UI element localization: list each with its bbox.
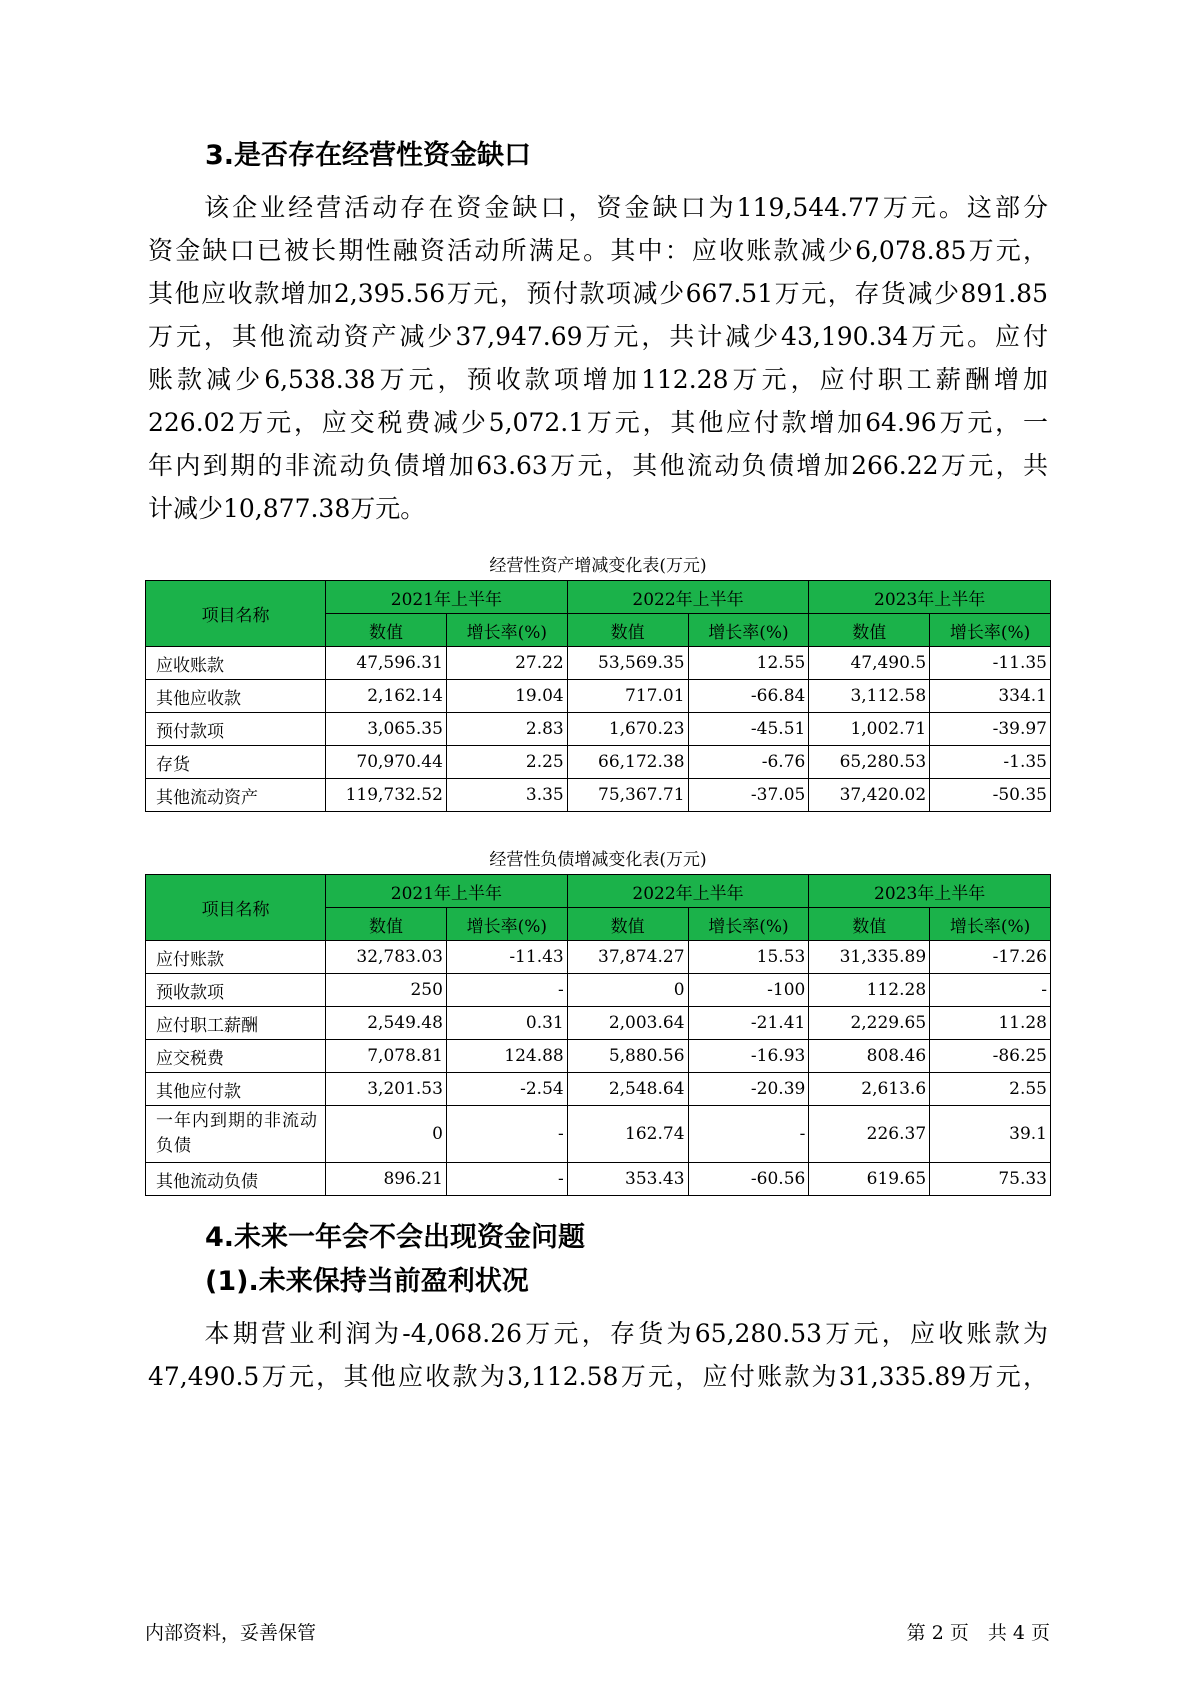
period-header: 2022年上半年 xyxy=(567,581,809,614)
growth-rate-cell: - xyxy=(446,974,567,1007)
growth-rate-cell: -11.43 xyxy=(446,941,567,974)
row-item-name: 其他流动负债 xyxy=(146,1163,326,1196)
value-cell: 1,670.23 xyxy=(567,713,688,746)
footer-confidential-note: 内部资料，妥善保管 xyxy=(145,1622,317,1644)
period-header: 2023年上半年 xyxy=(809,581,1051,614)
value-cell: 112.28 xyxy=(809,974,930,1007)
value-cell: 2,548.64 xyxy=(567,1073,688,1106)
value-cell: 53,569.35 xyxy=(567,647,688,680)
paragraph-line: 本期营业利润为-4,068.26万元，存货为65,280.53万元，应收账款为 xyxy=(148,1319,1048,1348)
table-header-row xyxy=(146,581,1051,614)
paragraph-line: 年内到期的非流动负债增加63.63万元，其他流动负债增加266.22万元，共 xyxy=(148,451,1048,480)
value-cell: 1,002.71 xyxy=(809,713,930,746)
growth-rate-cell: 19.04 xyxy=(446,680,567,713)
value-header: 数值 xyxy=(567,908,688,941)
paragraph-line: 计减少10,877.38万元。 xyxy=(148,494,426,523)
subsection-heading-4-1: (1).未来保持当前盈利状况 xyxy=(205,1266,529,1297)
row-item-name: 预收款项 xyxy=(146,974,326,1007)
growth-rate-cell: -11.35 xyxy=(930,647,1051,680)
value-cell: 0 xyxy=(567,974,688,1007)
value-header: 数值 xyxy=(809,614,930,647)
table-row xyxy=(146,1106,1051,1163)
paragraph-line: 资金缺口已被长期性融资活动所满足。其中：应收账款减少6,078.85万元， xyxy=(148,236,1048,265)
growth-rate-cell: - xyxy=(446,1106,567,1163)
row-item-name: 应付职工薪酬 xyxy=(146,1007,326,1040)
table-row xyxy=(146,974,1051,1007)
growth-header: 增长率(%) xyxy=(688,908,809,941)
table-row xyxy=(146,1073,1051,1106)
value-cell: 2,549.48 xyxy=(326,1007,447,1040)
value-cell: 65,280.53 xyxy=(809,746,930,779)
growth-rate-cell: -50.35 xyxy=(930,779,1051,812)
row-item-name: 存货 xyxy=(146,746,326,779)
value-cell: 226.37 xyxy=(809,1106,930,1163)
row-item-name: 其他应付款 xyxy=(146,1073,326,1106)
value-cell: 37,420.02 xyxy=(809,779,930,812)
value-cell: 47,490.5 xyxy=(809,647,930,680)
table-row xyxy=(146,1040,1051,1073)
value-cell: 2,003.64 xyxy=(567,1007,688,1040)
paragraph-line: 226.02万元，应交税费减少5,072.1万元，其他应付款增加64.96万元，一 xyxy=(148,408,1048,437)
value-cell: 2,162.14 xyxy=(326,680,447,713)
profit-status-paragraph xyxy=(148,1312,1048,1398)
growth-rate-cell: -2.54 xyxy=(446,1073,567,1106)
growth-rate-cell: 27.22 xyxy=(446,647,567,680)
growth-rate-cell: - xyxy=(446,1163,567,1196)
table-row xyxy=(146,746,1051,779)
value-cell: 3,201.53 xyxy=(326,1073,447,1106)
paragraph-line: 该企业经营活动存在资金缺口，资金缺口为119,544.77万元。这部分 xyxy=(148,193,1048,222)
growth-header: 增长率(%) xyxy=(930,614,1051,647)
period-header: 2021年上半年 xyxy=(326,875,568,908)
row-item-name: 应收账款 xyxy=(146,647,326,680)
growth-header: 增长率(%) xyxy=(688,614,809,647)
growth-rate-cell: -37.05 xyxy=(688,779,809,812)
value-cell: 717.01 xyxy=(567,680,688,713)
growth-header: 增长率(%) xyxy=(930,908,1051,941)
growth-rate-cell: -16.93 xyxy=(688,1040,809,1073)
value-cell: 31,335.89 xyxy=(809,941,930,974)
growth-rate-cell: -17.26 xyxy=(930,941,1051,974)
growth-rate-cell: -86.25 xyxy=(930,1040,1051,1073)
liabilities-table-body xyxy=(146,941,1051,1196)
growth-rate-cell: -45.51 xyxy=(688,713,809,746)
table-row xyxy=(146,1163,1051,1196)
value-cell: 162.74 xyxy=(567,1106,688,1163)
growth-rate-cell: -60.56 xyxy=(688,1163,809,1196)
growth-rate-cell: -6.76 xyxy=(688,746,809,779)
period-header: 2021年上半年 xyxy=(326,581,568,614)
value-cell: 808.46 xyxy=(809,1040,930,1073)
growth-rate-cell: - xyxy=(688,1106,809,1163)
growth-rate-cell: -39.97 xyxy=(930,713,1051,746)
growth-rate-cell: 0.31 xyxy=(446,1007,567,1040)
growth-rate-cell: 12.55 xyxy=(688,647,809,680)
growth-rate-cell: 2.25 xyxy=(446,746,567,779)
assets-table-caption: 经营性资产增减变化表(万元) xyxy=(489,556,707,576)
assets-table-body xyxy=(146,647,1051,812)
period-header: 2023年上半年 xyxy=(809,875,1051,908)
value-cell: 5,880.56 xyxy=(567,1040,688,1073)
row-item-name: 应交税费 xyxy=(146,1040,326,1073)
value-cell: 119,732.52 xyxy=(326,779,447,812)
growth-header: 增长率(%) xyxy=(446,908,567,941)
value-cell: 3,112.58 xyxy=(809,680,930,713)
growth-rate-cell: 15.53 xyxy=(688,941,809,974)
value-cell: 619.65 xyxy=(809,1163,930,1196)
growth-rate-cell: -21.41 xyxy=(688,1007,809,1040)
operating-liabilities-table xyxy=(145,874,1051,1196)
value-cell: 66,172.38 xyxy=(567,746,688,779)
value-cell: 75,367.71 xyxy=(567,779,688,812)
growth-rate-cell: 39.1 xyxy=(930,1106,1051,1163)
section-heading-4: 4.未来一年会不会出现资金问题 xyxy=(205,1222,586,1253)
growth-rate-cell: -100 xyxy=(688,974,809,1007)
paragraph-line: 账款减少6,538.38万元，预收款项增加112.28万元，应付职工薪酬增加 xyxy=(148,365,1048,394)
period-header: 2022年上半年 xyxy=(567,875,809,908)
value-cell: 32,783.03 xyxy=(326,941,447,974)
value-cell: 2,613.6 xyxy=(809,1073,930,1106)
growth-rate-cell: 75.33 xyxy=(930,1163,1051,1196)
paragraph-line: 47,490.5万元，其他应收款为3,112.58万元，应付账款为31,335.89万元， xyxy=(148,1362,1048,1391)
table-row xyxy=(146,680,1051,713)
row-item-name: 其他应收款 xyxy=(146,680,326,713)
value-header: 数值 xyxy=(326,614,447,647)
value-header: 数值 xyxy=(809,908,930,941)
growth-rate-cell: -66.84 xyxy=(688,680,809,713)
growth-rate-cell: 11.28 xyxy=(930,1007,1051,1040)
growth-header: 增长率(%) xyxy=(446,614,567,647)
value-cell: 70,970.44 xyxy=(326,746,447,779)
growth-rate-cell: -1.35 xyxy=(930,746,1051,779)
section-heading-3: 3.是否存在经营性资金缺口 xyxy=(205,140,532,171)
value-cell: 37,874.27 xyxy=(567,941,688,974)
row-item-name: 其他流动资产 xyxy=(146,779,326,812)
value-cell: 7,078.81 xyxy=(326,1040,447,1073)
paragraph-line: 万元，其他流动资产减少37,947.69万元，共计减少43,190.34万元。应付 xyxy=(148,322,1048,351)
growth-rate-cell: 2.55 xyxy=(930,1073,1051,1106)
funding-gap-paragraph xyxy=(148,186,1048,530)
paragraph-line: 其他应收款增加2,395.56万元，预付款项减少667.51万元，存货减少891.85 xyxy=(148,279,1048,308)
growth-rate-cell: 3.35 xyxy=(446,779,567,812)
growth-rate-cell: - xyxy=(930,974,1051,1007)
table-row xyxy=(146,941,1051,974)
liabilities-table-caption: 经营性负债增减变化表(万元) xyxy=(489,850,707,870)
table-header-row xyxy=(146,875,1051,908)
row-item-name: 应付账款 xyxy=(146,941,326,974)
value-cell: 47,596.31 xyxy=(326,647,447,680)
value-header: 数值 xyxy=(567,614,688,647)
growth-rate-cell: 334.1 xyxy=(930,680,1051,713)
table-row xyxy=(146,1007,1051,1040)
table-row xyxy=(146,713,1051,746)
value-cell: 2,229.65 xyxy=(809,1007,930,1040)
row-item-name: 一年内到期的非流动负债 xyxy=(146,1106,326,1163)
footer-page-number: 第 2 页 共 4 页 xyxy=(906,1622,1050,1644)
value-header: 数值 xyxy=(326,908,447,941)
value-cell: 250 xyxy=(326,974,447,1007)
growth-rate-cell: -20.39 xyxy=(688,1073,809,1106)
growth-rate-cell: 124.88 xyxy=(446,1040,567,1073)
table-row xyxy=(146,647,1051,680)
value-cell: 0 xyxy=(326,1106,447,1163)
item-name-header: 项目名称 xyxy=(146,581,326,647)
value-cell: 353.43 xyxy=(567,1163,688,1196)
row-item-name: 预付款项 xyxy=(146,713,326,746)
item-name-header: 项目名称 xyxy=(146,875,326,941)
operating-assets-table xyxy=(145,580,1051,812)
growth-rate-cell: 2.83 xyxy=(446,713,567,746)
value-cell: 896.21 xyxy=(326,1163,447,1196)
table-row xyxy=(146,779,1051,812)
value-cell: 3,065.35 xyxy=(326,713,447,746)
